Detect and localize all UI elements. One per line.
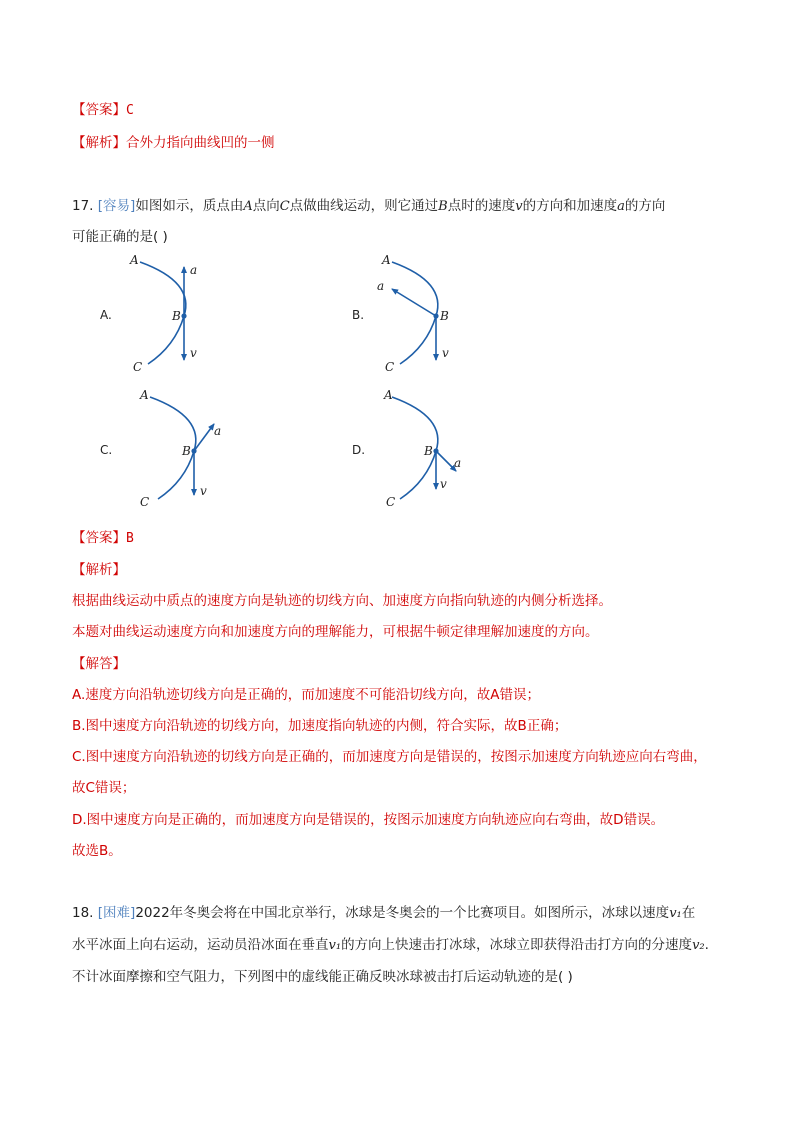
q17-answer (72, 528, 134, 549)
q18-difficulty-tag: [困难] (97, 905, 136, 921)
label-v: v (440, 477, 447, 491)
q17-solution-a: A.速度方向沿轨迹切线方向是正确的，而加速度不可能沿切线方向，故A错误； (72, 687, 541, 703)
q17-symbol-B: B (438, 199, 448, 214)
q18-symbol-v2: v₂ (692, 938, 705, 953)
q17-symbol-A: A (243, 199, 253, 214)
label-C: C (133, 360, 143, 374)
q17-conclusion: 故选B。 (72, 843, 122, 859)
label-a: a (377, 279, 385, 293)
q17-option-c-label: C. (100, 443, 113, 457)
q18-line2-text1: 水平冰面上向右运动，运动员沿冰面在垂直 (72, 937, 329, 953)
q17-solution-d: D.图中速度方向是正确的，而加速度方向是错误的，按图示加速度方向轨迹应向右弯曲，故D错误。 (72, 812, 665, 828)
q17-symbol-a: a (617, 199, 625, 214)
label-A: A (384, 388, 393, 402)
q16-answer (72, 100, 134, 121)
q16-answer-label: 【答案】 (72, 102, 126, 118)
q16-answer-value: C (126, 103, 134, 118)
q18-line2-text3: . (704, 937, 709, 953)
q17-option-d-label: D. (352, 443, 366, 457)
q17-analysis-line1: 根据曲线运动中质点的速度方向是轨迹的切线方向、加速度方向指向轨迹的内侧分析选择。 (72, 593, 612, 609)
q17-analysis-label: 【解析】 (72, 562, 126, 578)
q17-solution-c1: C.图中速度方向沿轨迹的切线方向是正确的，而加速度方向是错误的，按图示加速度方向轨迹应向右弯曲， (72, 749, 707, 765)
acceleration-arrow (392, 289, 436, 316)
q17-stem-line2: 可能正确的是( ) (72, 229, 168, 245)
q17-analysis-line2: 本题对曲线运动速度方向和加速度方向的理解能力，可根据牛顿定律理解加速度的方向。 (72, 624, 599, 640)
q17-difficulty-tag: [容易] (97, 198, 136, 214)
label-B: B (172, 309, 181, 323)
q18-stem-line3: 不计冰面摩擦和空气阻力，下列图中的虚线能正确反映冰球被击打后运动轨迹的是( ) (72, 969, 573, 985)
q17-stem-text4: 点时的速度 (447, 198, 516, 214)
q18-number: 18. (72, 905, 94, 921)
acceleration-arrow (436, 451, 456, 471)
q17-stem-text1: 如图如示，质点由 (135, 198, 244, 214)
label-a: a (190, 263, 198, 277)
q18-symbol-v1: v₁ (669, 906, 682, 921)
q17-option-b-figure (372, 250, 472, 380)
q16-analysis-label: 【解析】 (72, 135, 126, 151)
q16-analysis-text: 合外力指向曲线凹的一侧 (126, 135, 275, 151)
label-A: A (130, 253, 139, 267)
q18-line1-text1: 2022年冬奥会将在中国北京举行，冰球是冬奥会的一个比赛项目。如图所示，冰球以速度 (135, 905, 670, 921)
label-C: C (386, 495, 396, 509)
q18-stem-line1 (72, 903, 695, 924)
label-v: v (442, 346, 449, 360)
label-C: C (140, 495, 150, 509)
q17-solution-c2: 故C错误； (72, 780, 136, 796)
q17-option-a-label: A. (100, 308, 112, 322)
q18-line1-text2: 在 (681, 905, 696, 921)
q17-symbol-C: C (279, 199, 290, 214)
q17-solution-b: B.图中速度方向沿轨迹的切线方向，加速度指向轨迹的内侧，符合实际，故B正确； (72, 718, 568, 734)
q16-analysis (72, 133, 275, 153)
label-a: a (214, 424, 222, 438)
label-B: B (440, 309, 449, 323)
label-v: v (190, 346, 197, 360)
q17-option-b-label: B. (352, 308, 365, 322)
acceleration-arrow (194, 424, 214, 451)
label-C: C (385, 360, 395, 374)
q17-answer-value: B (126, 531, 134, 546)
q17-option-d-figure (372, 385, 472, 515)
label-A: A (382, 253, 391, 267)
q18-line2-text2: 的方向上快速击打冰球，冰球立即获得沿击打方向的分速度 (341, 937, 693, 953)
q17-number: 17. (72, 198, 94, 214)
label-a: a (454, 456, 462, 470)
q17-stem-text2: 点向 (252, 198, 280, 214)
q17-symbol-v: v (515, 199, 523, 214)
q17-option-a-figure (120, 250, 220, 380)
q17-stem-line1 (72, 196, 665, 217)
point-b-dot (433, 313, 438, 318)
point-b-dot (181, 313, 186, 318)
q18-line2-symbol-v1: v₁ (328, 938, 342, 953)
q17-answer-label: 【答案】 (72, 530, 126, 546)
q17-stem-text6: 的方向 (624, 198, 666, 214)
point-b-dot (433, 448, 438, 453)
point-b-dot (191, 448, 196, 453)
q17-stem-text5: 的方向和加速度 (522, 198, 618, 214)
label-v: v (200, 484, 207, 498)
label-B: B (182, 444, 191, 458)
q17-solution-label: 【解答】 (72, 656, 126, 672)
label-A: A (140, 388, 149, 402)
q17-option-c-figure (130, 385, 230, 515)
label-B: B (424, 444, 433, 458)
q17-stem-text3: 点做曲线运动，则它通过 (289, 198, 439, 214)
q18-stem-line2 (72, 935, 709, 956)
